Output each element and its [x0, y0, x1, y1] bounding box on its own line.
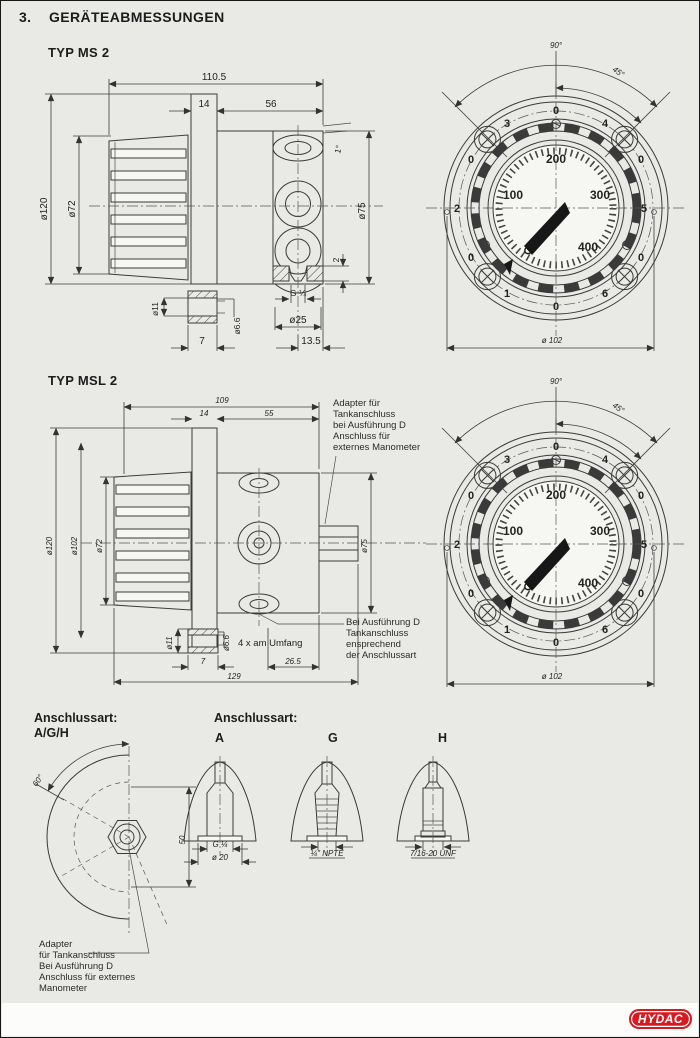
- ring-6: 6: [601, 288, 609, 300]
- annotation-line: Bei Ausführung D: [39, 961, 113, 972]
- dim-msl2-d66: ø6.6: [222, 634, 231, 652]
- annotation-line: Tankanschluss: [346, 628, 409, 639]
- hydac-logo: [629, 1009, 692, 1029]
- ring-0-ul: 0: [467, 490, 475, 502]
- annotation-line: externes Manometer: [333, 442, 421, 453]
- dim-ms2-angle: 1°: [332, 143, 344, 155]
- dim-ms2-d75: ø75: [357, 202, 368, 220]
- ring-1: 1: [503, 624, 511, 636]
- page-title: GERÄTEABMESSUNGEN: [49, 9, 225, 25]
- dim-ms2-body: 56: [265, 99, 277, 110]
- ring-3: 3: [503, 118, 511, 130]
- dim-ms2-off: 13.5: [301, 336, 321, 347]
- gauge-angle-90: 90°: [549, 377, 563, 386]
- dim-msl2-d75: ø75: [360, 539, 369, 553]
- ring-4: 4: [601, 118, 609, 130]
- gauge-angle-45: 45°: [610, 400, 626, 416]
- dim-msl2-seven: 7: [200, 657, 206, 666]
- dim-msl2-overall: 129: [227, 672, 241, 681]
- ms2-front-gauge-drawing: [416, 33, 700, 373]
- ring-2: 2: [453, 203, 461, 215]
- gauge-d102: ø 102: [541, 336, 563, 345]
- msl2-front-gauge-drawing: [416, 369, 700, 709]
- dim-ms2-d120: ø120: [39, 197, 50, 221]
- ring-4: 4: [601, 454, 609, 466]
- annotation-line: Bei Ausführung D: [346, 617, 420, 628]
- annotation-line: Adapter für: [333, 398, 380, 409]
- annotation-line: bei Ausführung D: [333, 420, 406, 431]
- ring-0-ul: 0: [467, 154, 475, 166]
- dim-ms2-flange: 14: [198, 99, 210, 110]
- dim-msl2-d120: ø120: [45, 536, 54, 556]
- dial-300: 300: [589, 188, 611, 202]
- dim-msl2-flange: 14: [199, 409, 209, 418]
- annotation-line: Manometer: [39, 983, 88, 994]
- ring-0-ll: 0: [467, 588, 475, 600]
- dim-semi-50: 50: [178, 835, 187, 845]
- dim-ms2-seven: 7: [199, 336, 205, 347]
- ring-0-top: 0: [552, 105, 560, 117]
- ring-0-lr: 0: [637, 252, 645, 264]
- ms2-side-view-drawing: [31, 63, 391, 363]
- anschlussart-left-types: A/G/H: [34, 726, 69, 740]
- gauge-angle-45: 45°: [610, 64, 626, 80]
- dial-200: 200: [545, 488, 567, 502]
- dim-msl2-d72: ø72: [95, 539, 104, 553]
- dim-semi-60: 60°: [30, 773, 46, 789]
- ring-2: 2: [453, 539, 461, 551]
- ring-0-ll: 0: [467, 252, 475, 264]
- anschluss-h-section-drawing: [395, 753, 500, 878]
- adapter-semicircle-drawing: [16, 734, 191, 964]
- dim-a-thread: G ¼: [212, 840, 228, 849]
- anschlussart-left-title: Anschlussart:: [34, 711, 118, 725]
- annotation-line: der Anschlussart: [346, 650, 417, 661]
- ring-0-ur: 0: [637, 490, 645, 502]
- dim-g-thread: ¼" NPTE: [310, 849, 344, 858]
- dim-ms2-d11: ø11: [150, 301, 160, 317]
- anschluss-g-section-drawing: [289, 753, 394, 878]
- annotation-line: Anschluss für externes: [39, 972, 136, 983]
- dim-ms2-g14: G ¼: [289, 288, 307, 298]
- bottom-margin-strip: [2, 1003, 698, 1036]
- ring-6: 6: [601, 624, 609, 636]
- col-label-g: G: [328, 731, 338, 745]
- dim-msl2-d102: ø102: [70, 536, 79, 556]
- ms2-title: TYP MS 2: [48, 45, 110, 60]
- dim-h-thread: 7/16-20 UNF: [410, 849, 456, 858]
- dim-msl2-d11: ø11: [165, 636, 174, 650]
- dim-ms2-d66: ø6.6: [232, 317, 242, 335]
- annotation-line: für Tankanschluss: [39, 950, 115, 961]
- dim-ms2-d72: ø72: [67, 200, 78, 218]
- hydac-logo-text: HYDAC: [637, 1012, 684, 1026]
- ring-5: 5: [640, 539, 648, 551]
- msl2-title: TYP MSL 2: [48, 373, 118, 388]
- anschlussart-right-title: Anschlussart:: [214, 711, 298, 725]
- ring-0-top: 0: [552, 441, 560, 453]
- dim-a-dia: ø 20: [211, 853, 229, 862]
- ring-0-bottom: 0: [552, 301, 560, 313]
- dim-msl2-265: 26.5: [285, 657, 301, 666]
- dim-ms2-total: 110.5: [201, 72, 227, 83]
- annotation-line: Anschluss für: [333, 431, 391, 442]
- gauge-angle-90: 90°: [549, 41, 563, 50]
- gauge-d102: ø 102: [541, 672, 563, 681]
- col-label-a: A: [215, 731, 225, 745]
- dim-ms2-two: 2: [331, 257, 341, 263]
- dial-100: 100: [502, 524, 524, 538]
- annotation-bottom-adapter: [39, 939, 189, 994]
- dial-400: 400: [577, 240, 599, 254]
- dim-ms2-d25: ø25: [289, 315, 307, 326]
- dial-300: 300: [589, 524, 611, 538]
- ring-5: 5: [640, 203, 648, 215]
- ring-3: 3: [503, 454, 511, 466]
- annotation-line: Tankanschluss: [333, 409, 396, 420]
- ring-0-ur: 0: [637, 154, 645, 166]
- msl2-umfang-note: 4 x am Umfang: [238, 638, 303, 649]
- dim-msl2-total: 109: [215, 396, 229, 405]
- dial-200: 200: [545, 152, 567, 166]
- annotation-line: ensprechend: [346, 639, 401, 650]
- ring-0-lr: 0: [637, 588, 645, 600]
- section-number: 3.: [19, 9, 32, 25]
- dial-100: 100: [502, 188, 524, 202]
- dial-400: 400: [577, 576, 599, 590]
- annotation-line: Adapter: [39, 939, 73, 950]
- dim-msl2-body: 55: [264, 409, 274, 418]
- anschluss-a-section-drawing: [182, 753, 287, 878]
- ring-1: 1: [503, 288, 511, 300]
- col-label-h: H: [438, 731, 448, 745]
- ring-0-bottom: 0: [552, 637, 560, 649]
